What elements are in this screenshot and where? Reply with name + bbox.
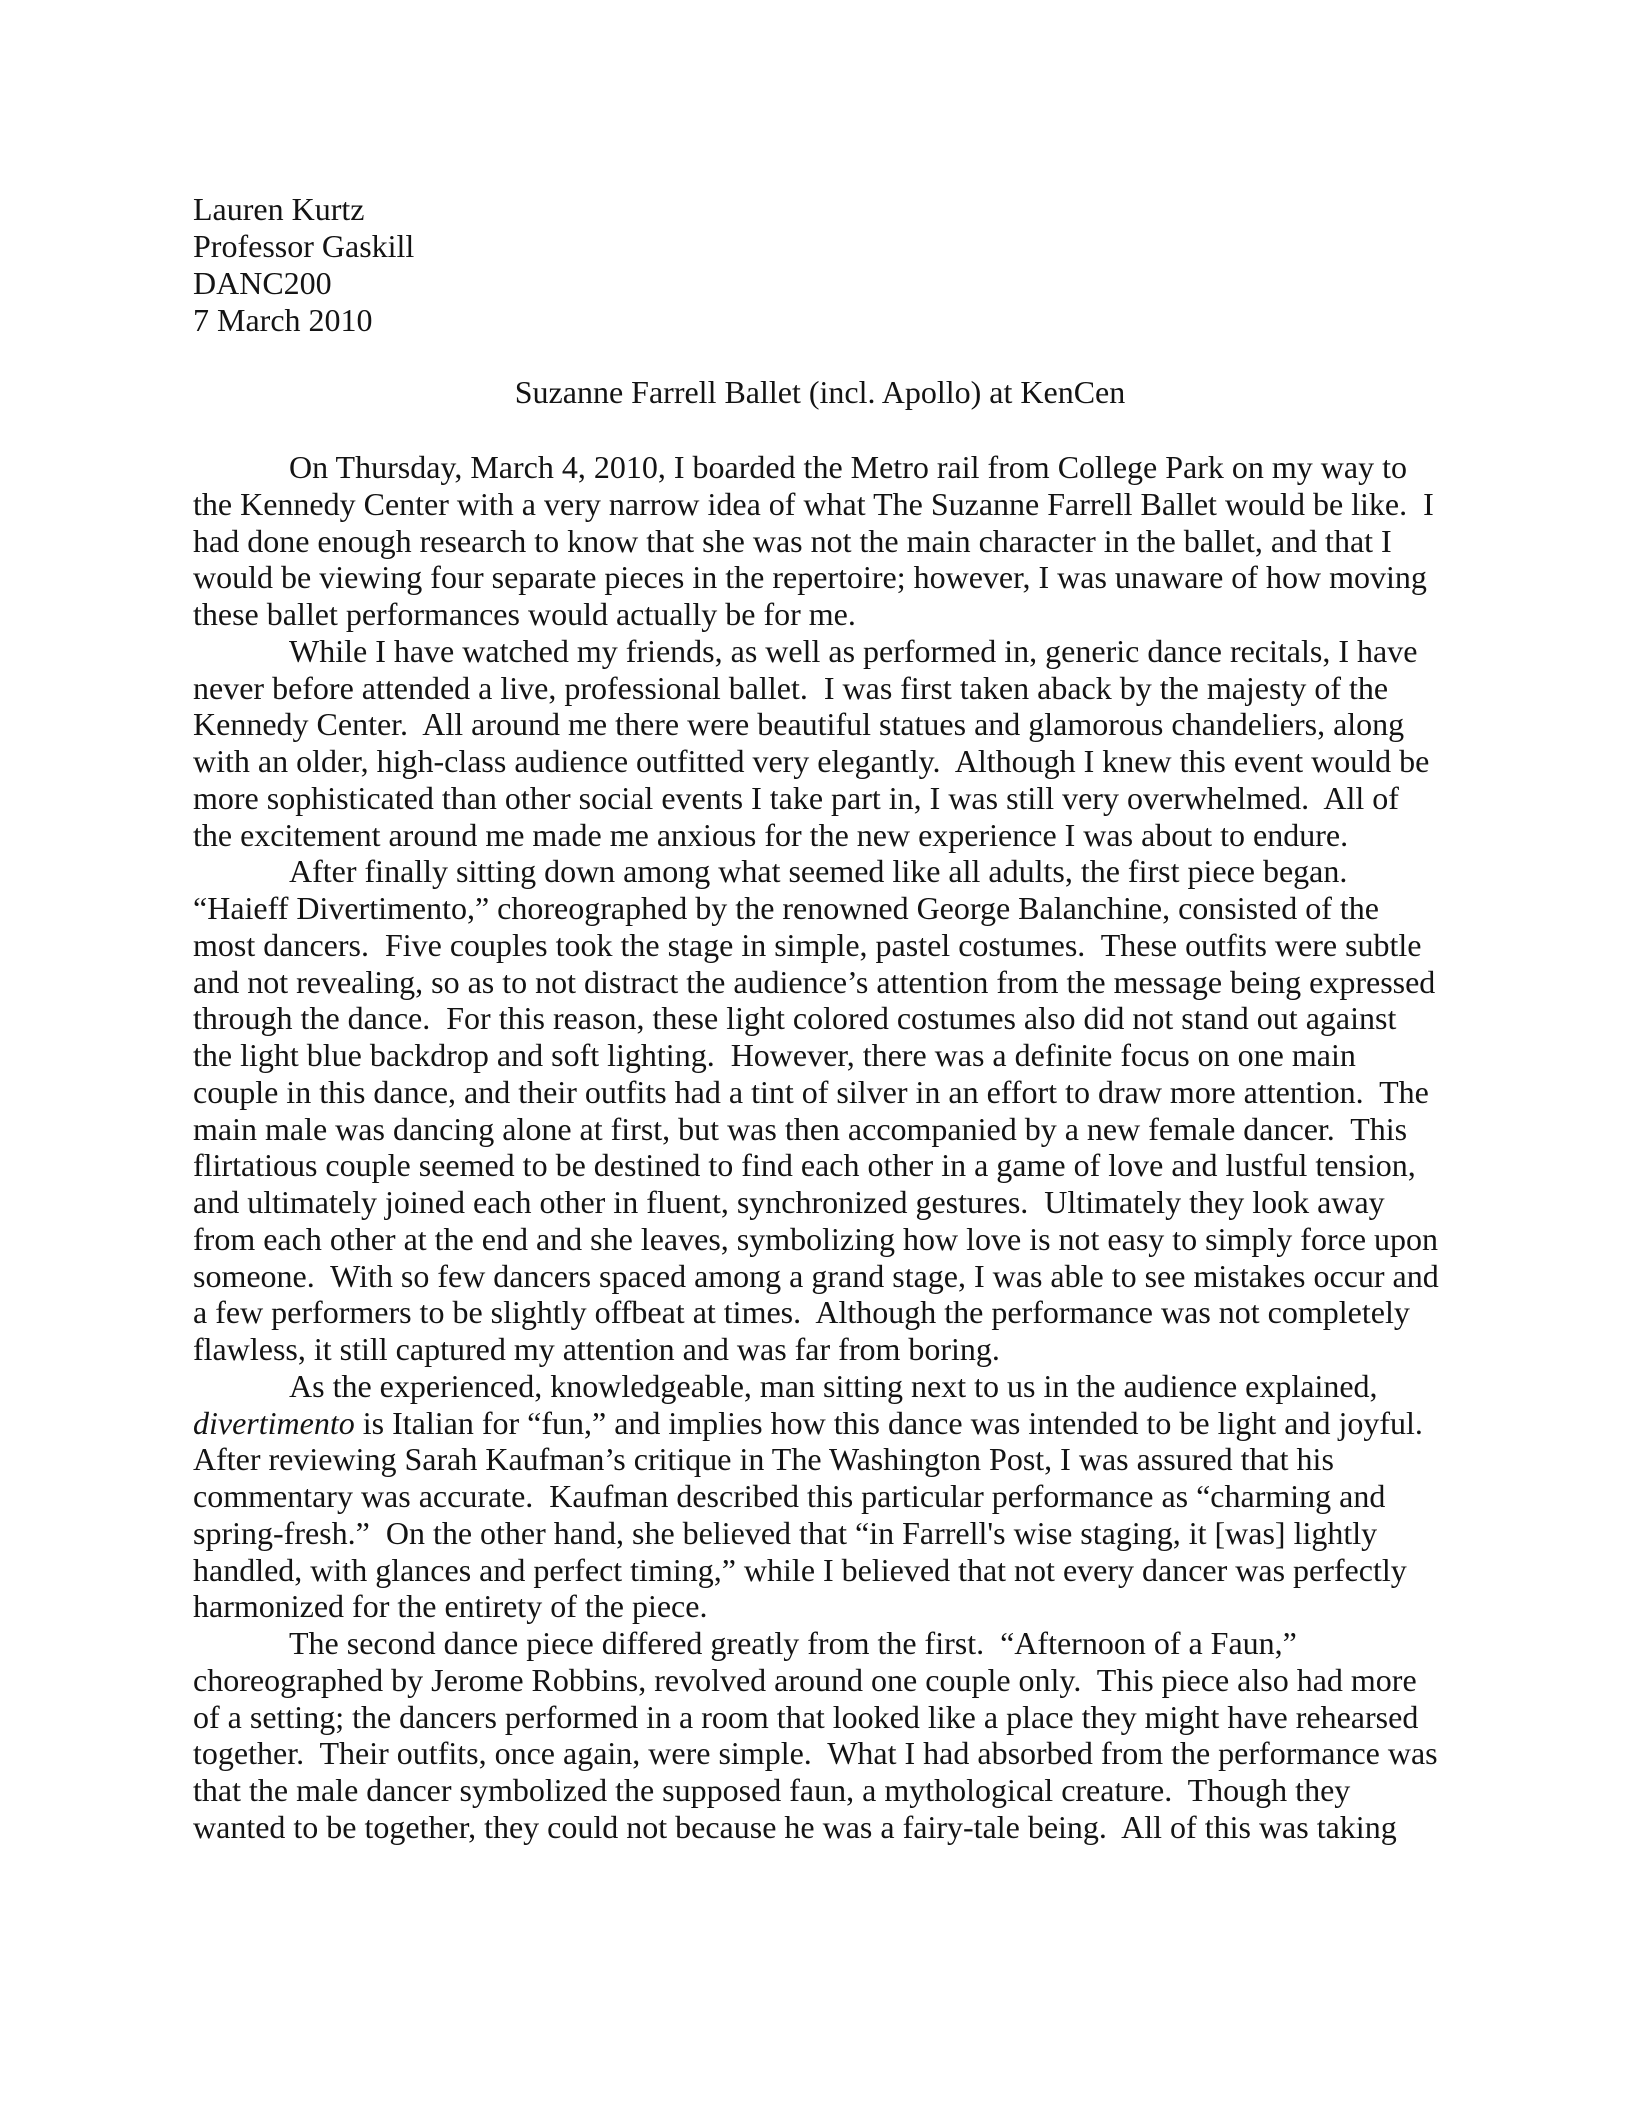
body-line: wanted to be together, they could not because he was a fairy-tale being. All of this was taking <box>193 1808 1397 1845</box>
body-line: the light blue backdrop and soft lighting. However, there was a definite focus on one main <box>193 1037 1356 1073</box>
body-line: and not revealing, so as to not distract the audience’s attention from the message being expressed <box>193 963 1436 1000</box>
body-line: couple in this dance, and their outfits had a tint of silver in an effort to draw more attention. The <box>193 1073 1429 1110</box>
body-line-with-italic <box>193 1405 1493 1442</box>
body-line: through the dance. For this reason, these light colored costumes also did not stand out against <box>193 1000 1397 1037</box>
body-line: the excitement around me made me anxious for the new experience I was about to endure. <box>193 816 1349 853</box>
body-line: most dancers. Five couples took the stage in simple, pastel costumes. These outfits were subtle <box>193 926 1422 963</box>
body-line: with an older, high-class audience outfitted very elegantly. Although I knew this event would be <box>193 743 1430 779</box>
body-line: had done enough research to know that she was not the main character in the ballet, and that I <box>193 522 1392 559</box>
body-line: the Kennedy Center with a very narrow idea of what The Suzanne Farrell Ballet would be like. I <box>193 485 1434 522</box>
body-line: “Haieff Divertimento,” choreographed by the renowned George Balanchine, consisted of the <box>193 890 1379 926</box>
body-line: As the experienced, knowledgeable, man sitting next to us in the audience explained, <box>289 1367 1378 1404</box>
body-line: together. Their outfits, once again, were simple. What I had absorbed from the performance was <box>193 1735 1438 1772</box>
body-line: After finally sitting down among what seemed like all adults, the first piece began. <box>289 853 1348 890</box>
body-line: On Thursday, March 4, 2010, I boarded the Metro rail from College Park on my way to <box>289 449 1407 485</box>
italic-term: divertimento <box>193 1404 355 1441</box>
body-line: main male was dancing alone at first, but was then accompanied by a new female dancer. This <box>193 1110 1408 1147</box>
body-line: handled, with glances and perfect timing,” while I believed that not every dancer was perfectly <box>193 1551 1407 1588</box>
body-line: these ballet performances would actually be for me. <box>193 596 856 632</box>
heading-block <box>193 191 414 339</box>
essay-body <box>193 449 1493 1846</box>
body-line: commentary was accurate. Kaufman described this particular performance as “charming and <box>193 1478 1386 1514</box>
body-line: a few performers to be slightly offbeat at times. Although the performance was not completely <box>193 1294 1410 1331</box>
author-name: Lauren Kurtz <box>193 191 365 227</box>
body-line: spring-fresh.” On the other hand, she believed that “in Farrell's wise staging, it [was] lightly <box>193 1514 1378 1551</box>
body-line: While I have watched my friends, as well as performed in, generic dance recitals, I have <box>289 632 1418 669</box>
course-code: DANC200 <box>193 265 332 301</box>
body-line: from each other at the end and she leaves, symbolizing how love is not easy to simply force upon <box>193 1220 1439 1257</box>
body-line: flirtatious couple seemed to be destined to find each other in a game of love and lustful tension, <box>193 1147 1416 1184</box>
body-line: that the male dancer symbolized the supposed faun, a mythological creature. Though they <box>193 1772 1351 1808</box>
document-date: 7 March 2010 <box>193 302 373 338</box>
body-line: and ultimately joined each other in fluent, synchronized gestures. Ultimately they look away <box>193 1184 1385 1220</box>
body-line: more sophisticated than other social events I take part in, I was still very overwhelmed. All of <box>193 779 1399 816</box>
body-line: After reviewing Sarah Kaufman’s critique in The Washington Post, I was assured that his <box>193 1441 1334 1478</box>
body-line: choreographed by Jerome Robbins, revolved around one couple only. This piece also had more <box>193 1661 1417 1698</box>
body-line: Kennedy Center. All around me there were beautiful statues and glamorous chandeliers, along <box>193 706 1405 743</box>
body-line-rest: is Italian for “fun,” and implies how this dance was intended to be light and joyful. <box>354 1404 1423 1441</box>
body-line: of a setting; the dancers performed in a room that looked like a place they might have rehearsed <box>193 1698 1419 1735</box>
body-line: The second dance piece differed greatly from the first. “Afternoon of a Faun,” <box>289 1625 1297 1661</box>
document-title: Suzanne Farrell Ballet (incl. Apollo) at KenCen <box>514 374 1126 410</box>
instructor-name: Professor Gaskill <box>193 228 415 264</box>
body-line: would be viewing four separate pieces in the repertoire; however, I was unaware of how moving <box>193 559 1427 596</box>
body-line: flawless, it still captured my attention and was far from boring. <box>193 1331 1000 1367</box>
body-line: harmonized for the entirety of the piece. <box>193 1588 708 1625</box>
body-line: someone. With so few dancers spaced among a grand stage, I was able to see mistakes occur and <box>193 1257 1439 1294</box>
body-line: never before attended a live, professional ballet. I was first taken aback by the majesty of the <box>193 669 1389 706</box>
